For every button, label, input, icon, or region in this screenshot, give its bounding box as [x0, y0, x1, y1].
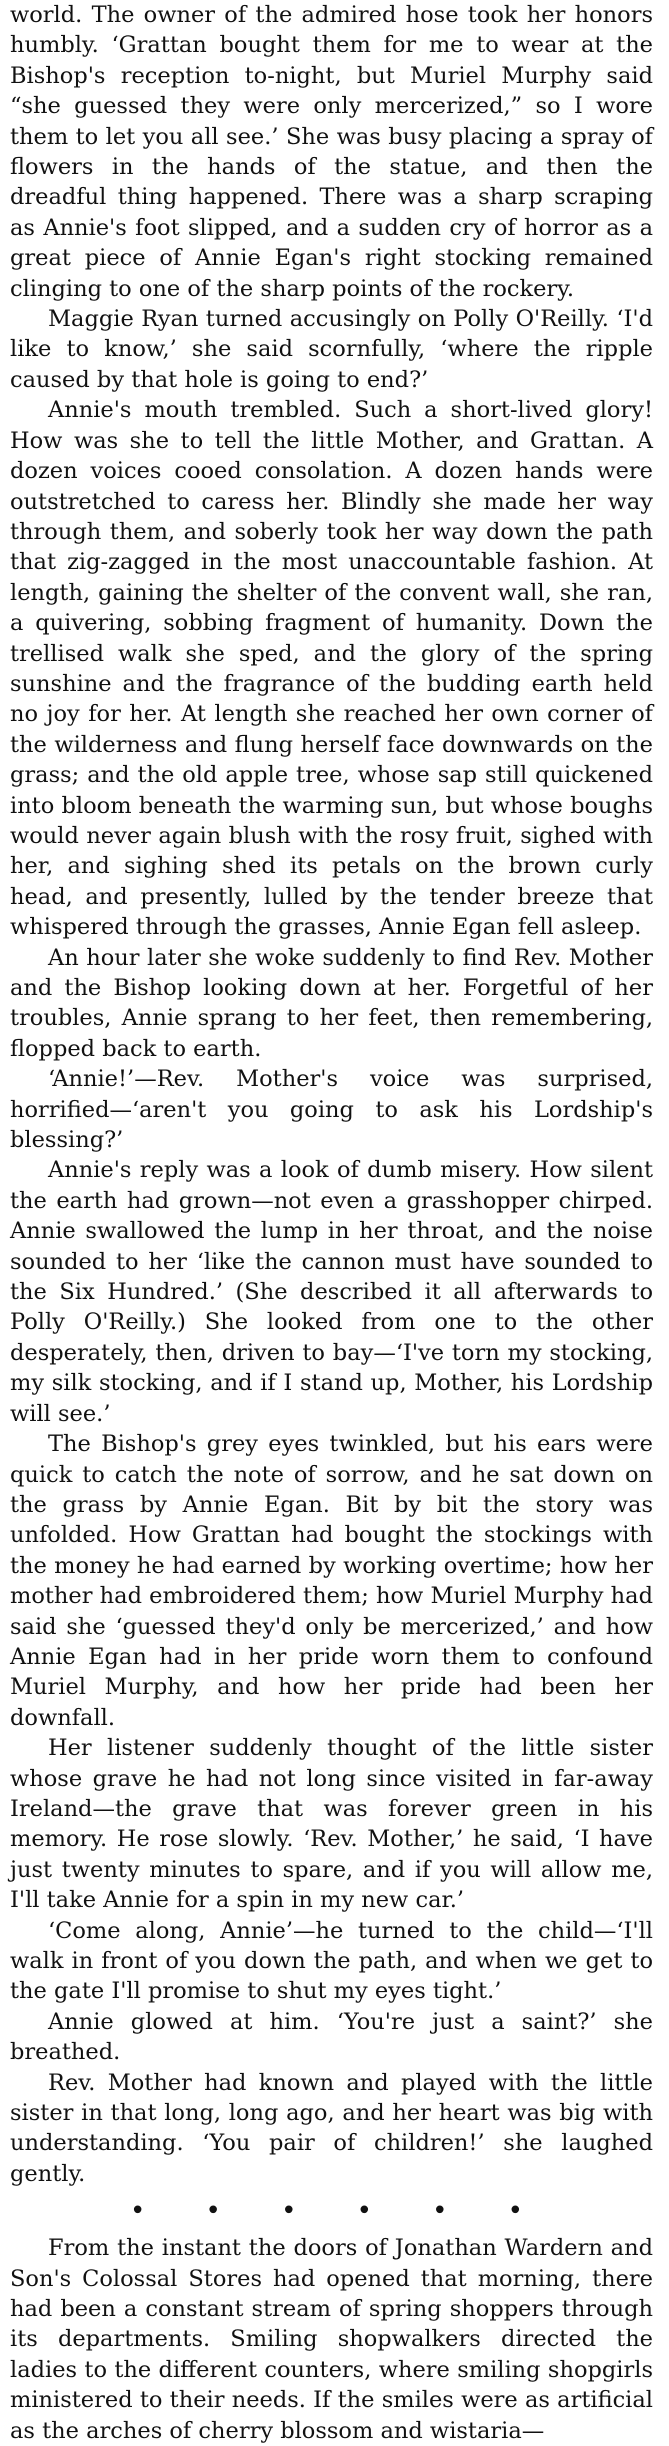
paragraph-10: Annie glowed at him. ‘You're just a saint?’ she breathed. — [10, 2008, 653, 2066]
separator-dot: • — [130, 2196, 146, 2227]
separator-dot: • — [281, 2196, 297, 2227]
paragraph-3: Annie's mouth trembled. Such a short-lived glory! How was she to tell the little Mother, and Grattan. A dozen voices cooed consolation. A dozen hands were outstretched to caress her. Blindly she made her way through them, and soberly took her way down the path that zig-zagged in the most unaccountable fashion. At length, gaining the shelter of the convent wall, she ran, a quivering, sobbing fragment of humanity. Down the trellised walk she sped, and the glory of the spring sunshine and the fragrance of the budding earth held no joy for her. At length she reached her own corner of the wilderness and flung herself face downwards on the grass; and the old apple tree, whose sap still quickened into bloom beneath the warming sun, but whose boughs would never again blush with the rosy fruit, sighed with her, and sighing shed its petals on the brown curly head, and presently, lulled by the tender breeze that whispered through the grasses, Annie Egan fell asleep. — [10, 397, 653, 941]
paragraph-1: world. The owner of the admired hose took her honors humbly. ‘Grattan bought them for me to wear at the Bishop's reception to-night, but Muriel Murphy said “she guessed they were only mercerized,” so I wore them to let you all see.’ She was busy placing a spray of flowers in the hands of the statue, and then the dreadful thing happened. There was a sharp scraping as Annie's foot slipped, and a sudden cry of horror as a great piece of Annie Egan's right stocking remained clinging to one of the sharp points of the rockery. — [10, 2, 653, 302]
paragraph-8: Her listener suddenly thought of the little sister whose grave he had not long since visited in far-away Ireland—the grave that was forever green in his memory. He rose slowly. ‘Rev. Mother,’ he said, ‘I have just twenty minutes to spare, and if you will allow me, I'll take Annie for a spin in my new car.’ — [10, 1735, 653, 1914]
paragraph-11: Rev. Mother had known and played with the little sister in that long, long ago, and her heart was big with understanding. ‘You pair of children!’ she laughed gently. — [10, 2069, 653, 2187]
paragraph-4: An hour later she woke suddenly to find Rev. Mother and the Bishop looking down at her. Forgetful of her troubles, Annie sprang to her feet, then remembering, flopped back to earth. — [10, 944, 653, 1062]
paragraph-12: From the instant the doors of Jonathan Wardern and Son's Colossal Stores had opened that morning, there had been a constant stream of spring shoppers through its departments. Smiling shopwalkers directed the ladies to the different counters, where smiling shopgirls ministered to their needs. If the smiles were as artificial as the arches of cherry blossom and wistaria— — [10, 2235, 653, 2444]
paragraph-5: ‘Annie!’—Rev. Mother's voice was surprised, horrified—‘aren't you going to ask his Lordship's blessing?’ — [10, 1066, 653, 1154]
separator-dot: • — [432, 2196, 448, 2227]
separator-dot: • — [205, 2196, 221, 2227]
separator-dot: • — [356, 2196, 372, 2227]
section-separator — [10, 2189, 653, 2233]
paragraph-9: ‘Come along, Annie’—he turned to the child—‘I'll walk in front of you down the path, and when we get to the gate I'll promise to shut my eyes tight.’ — [10, 1917, 653, 2005]
separator-dot: • — [507, 2196, 523, 2227]
paragraph-2: Maggie Ryan turned accusingly on Polly O'Reilly. ‘I'd like to know,’ she said scornfully, ‘where the ripple caused by that hole is going to end?’ — [10, 306, 653, 393]
paragraph-6: Annie's reply was a look of dumb misery. How silent the earth had grown—not even a grasshopper chirped. Annie swallowed the lump in her throat, and the noise sounded to her ‘like the cannon must have sounded to the Six Hundred.’ (She described it all afterwards to Polly O'Reilly.) She looked from one to the other desperately, then, driven to bay—‘I've torn my stocking, my silk stocking, and if I stand up, Mother, his Lordship will see.’ — [10, 1157, 653, 1427]
paragraph-7: The Bishop's grey eyes twinkled, but his ears were quick to catch the note of sorrow, and he sat down on the grass by Annie Egan. Bit by bit the story was unfolded. How Grattan had bought the stockings with the money he had earned by working overtime; how her mother had embroidered them; how Muriel Murphy had said she ‘guessed they'd only be mercerized,’ and how Annie Egan had in her pride worn them to confound Muriel Murphy, and how her pride had been her downfall. — [10, 1431, 653, 1731]
